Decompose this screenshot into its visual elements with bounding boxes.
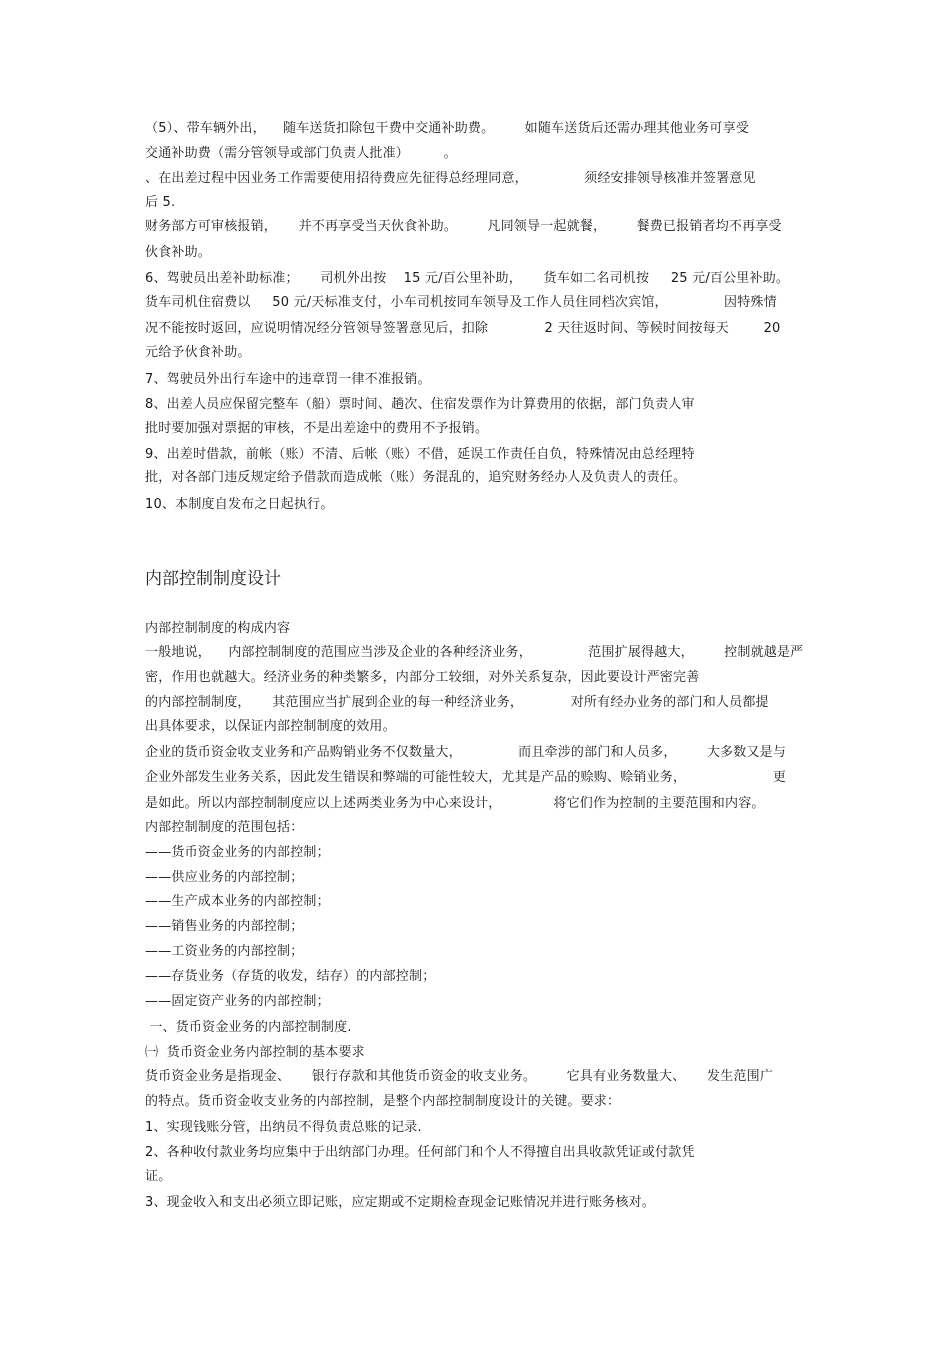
paragraph-line: 内部控制制度的范围包括： — [145, 820, 304, 835]
section-title: 内部控制制度设计 — [145, 569, 281, 589]
paragraph-line: 一般地说， 内部控制制度的范围应当涉及企业的各种经济业务， 范围扩展得越大， 控制就越是严 — [145, 645, 804, 660]
paragraph-line: 1、实现钱账分管，出纳员不得负责总账的记录. — [145, 1120, 422, 1135]
paragraph-line: 批时要加强对票据的审核，不是出差途中的费用不予报销。 — [145, 421, 489, 436]
paragraph-line: 的特点。货币资金收支业务的内部控制，是整个内部控制制度设计的关键。要求： — [145, 1094, 621, 1109]
paragraph-line: 3、现金收入和支出必须立即记账，应定期或不定期检查现金记账情况并进行账务核对。 — [145, 1195, 656, 1210]
paragraph-line: 内部控制制度的构成内容 — [145, 621, 291, 636]
paragraph-line: 交通补助费（需分管领导或部门负责人批准） 。 — [145, 146, 457, 161]
list-item: ——生产成本业务的内部控制； — [145, 894, 330, 909]
paragraph-line: 2、各种收付款业务均应集中于出纳部门办理。任何部门和个人不得擅自出具收款凭证或付款凭 — [145, 1145, 695, 1160]
subsection-heading: ㈠ 货币资金业务内部控制的基本要求 — [145, 1045, 365, 1060]
list-item: ——工资业务的内部控制； — [145, 944, 304, 959]
list-item: ——货币资金业务的内部控制； — [145, 845, 330, 860]
list-item: ——销售业务的内部控制； — [145, 919, 304, 934]
paragraph-line: 批，对各部门违反规定给予借款而造成帐（账）务混乱的，追究财务经办人及负责人的责任。 — [145, 470, 687, 485]
paragraph-line: 货币资金业务是指现金、 银行存款和其他货币资金的收支业务。 它具有业务数量大、 发生范围广 — [145, 1069, 774, 1084]
subsection-heading: 一、货币资金业务的内部控制制度. — [145, 1020, 352, 1035]
paragraph-line: 况不能按时返回，应说明情况经分管领导签署意见后，扣除 2 天往返时间、等候时间按每天 20 — [145, 321, 781, 336]
paragraph-line: 是如此。所以内部控制制度应以上述两类业务为中心来设计， 将它们作为控制的主要范围和内容。 — [145, 796, 765, 811]
paragraph-line: 伙食补助。 — [145, 245, 212, 260]
paragraph-line: 后 5. — [145, 195, 176, 210]
list-item: ——供应业务的内部控制； — [145, 870, 304, 885]
paragraph-line: 7、驾驶员外出行车途中的违章罚一律不准报销。 — [145, 372, 431, 387]
paragraph-line: 出具体要求，以保证内部控制制度的效用。 — [145, 719, 396, 734]
paragraph-line: 9、出差时借款，前帐（账）不清、后帐（账）不借，延误工作责任自负，特殊情况由总经理特 — [145, 447, 695, 462]
list-item: ——固定资产业务的内部控制； — [145, 994, 330, 1009]
paragraph-line: 元给予伙食补助。 — [145, 345, 251, 360]
paragraph-line: 10、本制度自发布之日起执行。 — [145, 497, 334, 512]
paragraph-line: 财务部方可审核报销， 并不再享受当天伙食补助。 凡同领导一起就餐， 餐费已报销者均不再享受 — [145, 219, 782, 234]
paragraph-line: 密，作用也就越大。经济业务的种类繁多，内部分工较细，对外关系复杂，因此要设计严密完善 — [145, 670, 700, 685]
paragraph-line: 货车司机住宿费以 50 元/天标准支付，小车司机按同车领导及工作人员住同档次宾馆， 因特殊情 — [145, 295, 777, 310]
paragraph-line: 企业的货币资金收支业务和产品购销业务不仅数量大， 而且牵涉的部门和人员多， 大多数又是与 — [145, 745, 787, 760]
paragraph-line: 企业外部发生业务关系，因此发生错误和弊端的可能性较大，尤其是产品的赊购、赊销业务， 更 — [145, 770, 787, 785]
paragraph-line: 证。 — [145, 1169, 172, 1184]
paragraph-line: 、在出差过程中因业务工作需要使用招待费应先征得总经理同意， 须经安排领导核准并签署意见 — [145, 171, 756, 186]
paragraph-line: 6、驾驶员出差补助标准； 司机外出按 15 元/百公里补助， 货车如二名司机按 25 元/百公里补助。 — [145, 271, 790, 286]
list-item: ——存货业务（存货的收发，结存）的内部控制； — [145, 969, 436, 984]
paragraph-line: （5）、带车辆外出， 随车送货扣除包干费中交通补助费。 如随车送货后还需办理其他业务可享受 — [145, 121, 750, 136]
paragraph-line: 8、出差人员应保留完整车（船）票时间、趟次、住宿发票作为计算费用的依据，部门负责人审 — [145, 397, 695, 412]
paragraph-line: 的内部控制制度， 其范围应当扩展到企业的每一种经济业务， 对所有经办业务的部门和人员都提 — [145, 695, 769, 710]
